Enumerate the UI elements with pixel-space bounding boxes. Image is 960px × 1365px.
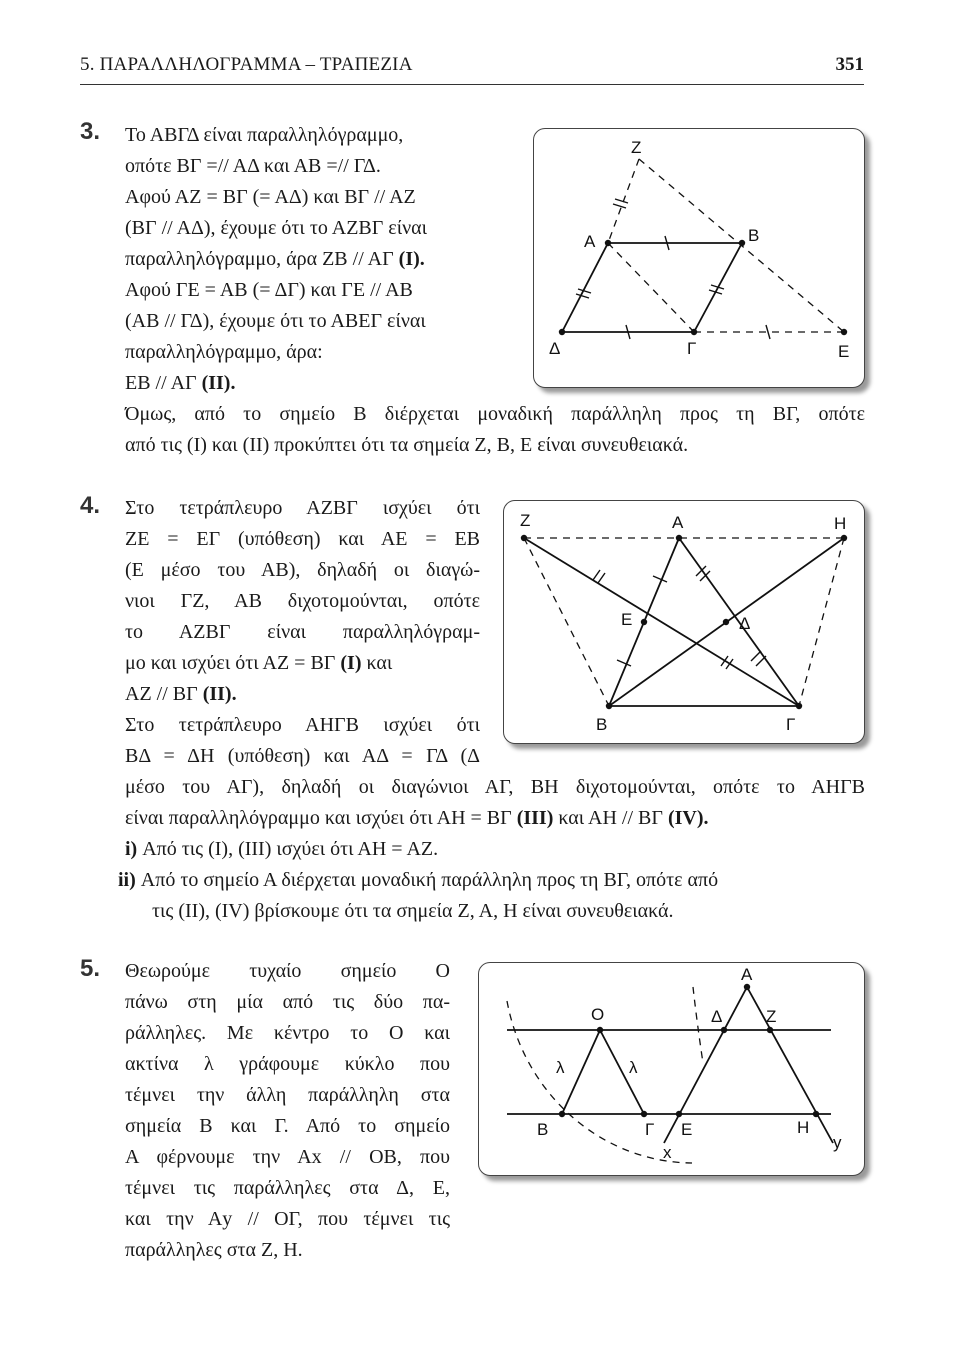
fig5-label-E: Ε: [681, 1120, 693, 1139]
exercise-5-figure: [478, 962, 865, 1176]
fig5-label-lambda-left: λ: [556, 1058, 565, 1077]
exercise-3-number: 3.: [80, 118, 101, 145]
running-header: [80, 54, 864, 85]
ex3-mark-I: (Ι).: [398, 248, 425, 270]
ex4-item-ii-marker: ii): [118, 869, 136, 891]
fig4-label-D: Δ: [739, 614, 751, 633]
ex3-line-3: Αφού ΑΖ = ΒΓ (= ΑΔ) και ΒΓ // ΑΖ: [125, 186, 416, 208]
ex4-line-7-text: ΑΖ // ΒΓ: [125, 683, 198, 705]
ex4-mark-III: (ΙΙΙ): [516, 807, 554, 829]
ex4-item-ii-text: Από το σημείο Α διέρχεται μοναδική παράλληλη προς τη ΒΓ, οπότε από: [140, 869, 719, 891]
ex3-line-10: Όμως, από το σημείο Β διέρχεται μοναδική παράλληλη προς τη ΒΓ, οπότε: [125, 403, 865, 425]
fig5-label-y: y: [833, 1133, 842, 1152]
figure-5-svg: [479, 963, 864, 1175]
ex4-mark-II: (ΙΙ).: [202, 683, 237, 705]
ex5-line-10: παράλληλες στα Ζ, Η.: [125, 1239, 303, 1261]
ex3-line-9-text: ΕΒ // ΑΓ: [125, 372, 197, 394]
ex4-line-5: το ΑΖΒΓ είναι παραλληλόγραμ-: [125, 621, 480, 643]
ex4-line-6: [125, 650, 392, 676]
fig5-label-G: Γ: [645, 1120, 655, 1139]
ex4-item-i-text: Από τις (Ι), (ΙΙΙ) ισχύει ότι ΑΗ = ΑΖ.: [142, 838, 439, 860]
ex4-item-ii: [118, 867, 718, 893]
fig3-label-D: Δ: [549, 339, 561, 358]
figure-4-svg: [504, 501, 864, 743]
exercise-3-figure: [533, 128, 865, 388]
ex4-line-3: (Ε μέσο του ΑΒ), δηλαδή οι διαγώ-: [125, 559, 480, 581]
ex4-item-i-marker: i): [125, 838, 138, 860]
fig5-label-B: Β: [537, 1120, 549, 1139]
chapter-title: 5. ΠΑΡΑΛΛΗΛΟΓΡΑΜΜΑ – ΤΡΑΠΕΖΙΑ: [80, 54, 413, 75]
fig5-label-A: Α: [741, 965, 753, 984]
fig3-label-G: Γ: [687, 339, 697, 358]
ex3-line-2: οπότε ΒΓ =// ΑΔ και ΑΒ =// ΓΔ.: [125, 155, 381, 177]
ex5-line-9: και την Αy // ΟΓ, που τέμνει τις: [125, 1208, 450, 1230]
figure-3-svg: [534, 129, 864, 387]
fig3-label-Z: Ζ: [631, 138, 642, 157]
ex3-line-5: [125, 246, 425, 272]
ex3-line-5-text: παραλληλόγραμμο, άρα ΖΒ // ΑΓ: [125, 248, 394, 270]
fig5-label-x: x: [663, 1143, 672, 1162]
fig4-label-Z: Ζ: [520, 511, 531, 530]
fig5-label-H: Η: [797, 1118, 810, 1137]
ex4-line-4: νιοι ΓΖ, ΑΒ διχοτομούνται, οπότε: [125, 590, 480, 612]
ex4-line-9: ΒΔ = ΔΗ (υπόθεση) και ΑΔ = ΓΔ (Δ: [125, 745, 480, 767]
ex3-line-7: (ΑΒ // ΓΔ), έχουμε ότι το ΑΒΕΓ είναι: [125, 310, 426, 332]
ex3-line-1: Το ΑΒΓΔ είναι παραλληλόγραμμο,: [125, 124, 404, 146]
ex4-line-6-text: μο και ισχύει ότι ΑΖ = ΒΓ: [125, 652, 336, 674]
fig4-label-B: Β: [596, 715, 608, 734]
fig5-label-O: Ο: [591, 1005, 605, 1024]
ex4-item-ii-line-2: τις (ΙΙ), (ΙV) βρίσκουμε ότι τα σημεία Ζ, Α, Η είναι συνευθειακά.: [152, 900, 674, 922]
exercise-4-number: 4.: [80, 492, 101, 519]
ex4-item-i: [125, 836, 438, 862]
ex5-line-3: ράλληλες. Με κέντρο το Ο και: [125, 1022, 450, 1044]
fig5-label-lambda-right: λ: [629, 1058, 638, 1077]
ex5-line-7: Α φέρνουμε την Αx // ΟΒ, που: [125, 1146, 450, 1168]
fig4-label-H: Η: [834, 514, 847, 533]
ex3-line-9: [125, 370, 235, 396]
fig4-label-G: Γ: [786, 715, 796, 734]
ex4-mark-I: (Ι): [340, 652, 362, 674]
ex3-line-8: παραλληλόγραμμο, άρα:: [125, 341, 323, 363]
ex5-line-8: τέμνει τις παράλληλες στα Δ, Ε,: [125, 1177, 450, 1199]
ex5-line-4: ακτίνα λ γράφουμε κύκλο που: [125, 1053, 450, 1075]
ex4-mark-IV: (ΙV).: [667, 807, 709, 829]
ex5-line-1: Θεωρούμε τυχαίο σημείο Ο: [125, 960, 450, 982]
ex4-line-2: ΖΕ = ΕΓ (υπόθεση) και ΑΕ = ΕΒ: [125, 528, 480, 550]
ex3-line-4: (ΒΓ // ΑΔ), έχουμε ότι το ΑΖΒΓ είναι: [125, 217, 427, 239]
fig5-label-D: Δ: [711, 1007, 723, 1026]
fig3-label-B: Β: [748, 226, 760, 245]
ex4-line-11-text: είναι παραλληλόγραμμο και ισχύει ότι ΑΗ = ΒΓ: [125, 807, 512, 829]
ex4-line-1: Στο τετράπλευρο ΑΖΒΓ ισχύει ότι: [125, 497, 480, 519]
ex5-line-5: τέμνει την άλλη παράλληλη στα: [125, 1084, 450, 1106]
ex4-line-6-tail: και: [366, 652, 393, 674]
fig5-label-Z: Ζ: [766, 1007, 777, 1026]
ex4-line-10: μέσο του ΑΓ), δηλαδή οι διαγώνιοι ΑΓ, ΒΗ διχοτομούνται, οπότε το ΑΗΓΒ: [125, 776, 865, 798]
ex5-line-6: σημεία Β και Γ. Από το σημείο: [125, 1115, 450, 1137]
fig3-label-A: Α: [584, 232, 596, 251]
ex4-line-8: Στο τετράπλευρο ΑΗΓΒ ισχύει ότι: [125, 714, 480, 736]
exercise-4-figure: [503, 500, 865, 744]
fig4-label-E: Ε: [621, 610, 633, 629]
ex3-mark-II: (ΙΙ).: [201, 372, 236, 394]
fig3-label-E: Ε: [838, 342, 850, 361]
fig4-label-A: Α: [672, 513, 684, 532]
page-number: 351: [835, 54, 864, 75]
ex4-line-11-mid: και ΑΗ // ΒΓ: [558, 807, 663, 829]
exercise-5-number: 5.: [80, 955, 101, 982]
ex3-line-6: Αφού ΓΕ = ΑΒ (= ΔΓ) και ΓΕ // ΑΒ: [125, 279, 413, 301]
ex4-line-7: [125, 681, 237, 707]
ex5-line-2: πάνω στη μία από τις δύο πα-: [125, 991, 450, 1013]
ex3-line-11: από τις (Ι) και (ΙΙ) προκύπτει ότι τα σημεία Ζ, Β, Ε είναι συνευθειακά.: [125, 434, 689, 456]
ex4-line-11: [125, 805, 708, 831]
